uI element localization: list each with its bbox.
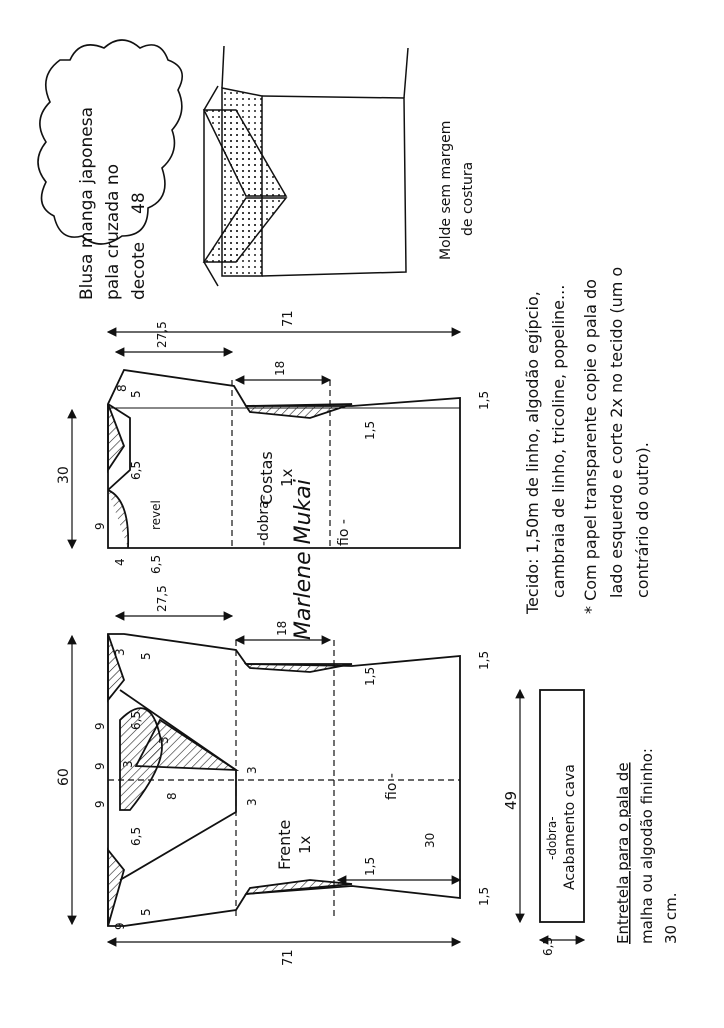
back-dim-hem-curve: 1,5 <box>363 420 377 440</box>
facing-strip <box>502 690 584 956</box>
instr-note-3: contrário do outro). <box>633 442 652 598</box>
signature <box>291 479 316 640</box>
front-dim-wrap2: 5 <box>139 652 153 660</box>
front-dim-neck3b: 3 <box>121 760 135 768</box>
front-dim-bwrap1: 5 <box>139 908 153 916</box>
instr-fabric-2: cambraia de linho, tricoline, popeline... <box>549 284 568 598</box>
facing-width: 6,5 <box>541 936 555 956</box>
facing-fold: -dobra- <box>545 816 559 860</box>
front-dim-hem-curve-top: 1,5 <box>363 666 377 686</box>
garment-sketch <box>204 46 408 286</box>
instr-fabric-1: Tecido: 1,50m de linho, algodão egípcio, <box>523 291 542 614</box>
front-dim-neck65b: 6,5 <box>129 826 143 846</box>
front-qty: 1x <box>296 835 314 854</box>
back-grain-label: fio - <box>336 519 352 546</box>
back-dim-shoulder: 27,5 <box>155 321 169 348</box>
signature-text: Marlene Mukai <box>291 479 316 640</box>
front-dim-neck3d: 3 <box>245 798 259 806</box>
front-dim-bwrap2: 9 <box>113 922 127 930</box>
facing-name: Acabamento cava <box>562 764 578 890</box>
front-dim-hem30: 30 <box>423 832 437 848</box>
front-grain-label: fio - <box>384 773 400 800</box>
front-dim-neck9a: 9 <box>93 722 107 730</box>
front-dim-neck3c: 3 <box>245 766 259 774</box>
front-dim-neck9b: 9 <box>93 762 107 770</box>
back-dim-height: 30 <box>56 466 72 484</box>
title-cloud <box>38 40 182 300</box>
interfacing-note <box>614 748 680 944</box>
back-dim-neck2: 6,5 <box>149 554 163 574</box>
instr-note-1: * Com papel transparente copie o pala do <box>581 279 600 614</box>
front-dim-side-hem-bottom: 1,5 <box>477 886 491 906</box>
front-dim-height: 60 <box>56 768 72 786</box>
back-dim-wrap1: 5 <box>129 390 143 398</box>
front-dim-neck9c: 9 <box>93 800 107 808</box>
interfacing-line3: 30 cm. <box>662 892 680 944</box>
instr-note-2: lado esquerdo e corte 2x no tecido (um o <box>607 266 626 598</box>
back-qty: 1x <box>278 468 296 487</box>
sketch-note <box>438 121 476 260</box>
back-piece-labels <box>149 451 352 546</box>
front-name: Frente <box>275 819 294 870</box>
title-line2: pala cruzada no <box>103 164 123 300</box>
sketch-note-line1: Molde sem margem <box>438 120 454 260</box>
front-dim-wrap1: 3 <box>113 648 127 656</box>
title-line1: Blusa manga japonesa <box>77 106 97 300</box>
front-dim-hem-curve-bottom: 1,5 <box>363 856 377 876</box>
front-dim-side-hem-top: 1,5 <box>477 650 491 670</box>
back-dim-side-hem: 1,5 <box>477 390 491 410</box>
front-dim-neck65a: 6,5 <box>129 710 143 730</box>
title-size: 48 <box>129 192 149 214</box>
instructions <box>523 267 652 615</box>
sketch-note-line2: de costura <box>460 161 476 236</box>
back-name: Costas <box>257 451 276 505</box>
front-dim-shoulder: 27,5 <box>155 585 169 612</box>
back-dim-wrap2: 8 <box>115 384 129 392</box>
front-dim-neck3a: 3 <box>157 736 171 744</box>
interfacing-line1: Entretela para o pala de <box>614 762 632 944</box>
title-line3: decote <box>129 241 149 300</box>
back-dim-sleeve: 18 <box>273 360 287 376</box>
front-dim-width: 71 <box>281 949 296 966</box>
back-fold-label: -dobra- <box>256 495 272 546</box>
front-piece-labels <box>275 773 400 870</box>
front-dim-neck8: 8 <box>165 792 179 800</box>
front-dim-sleeve: 18 <box>275 620 289 636</box>
back-dim-neck1: 6,5 <box>129 460 143 480</box>
front-piece <box>108 634 460 926</box>
back-dim-width: 71 <box>281 310 296 327</box>
interfacing-line2: malha ou algodão fininho: <box>638 748 656 944</box>
back-dim-neck3: 4 <box>113 558 127 566</box>
back-dim-neck-drop: 9 <box>93 522 107 530</box>
facing-length: 49 <box>502 790 520 810</box>
back-revel-label: revel <box>149 500 163 530</box>
